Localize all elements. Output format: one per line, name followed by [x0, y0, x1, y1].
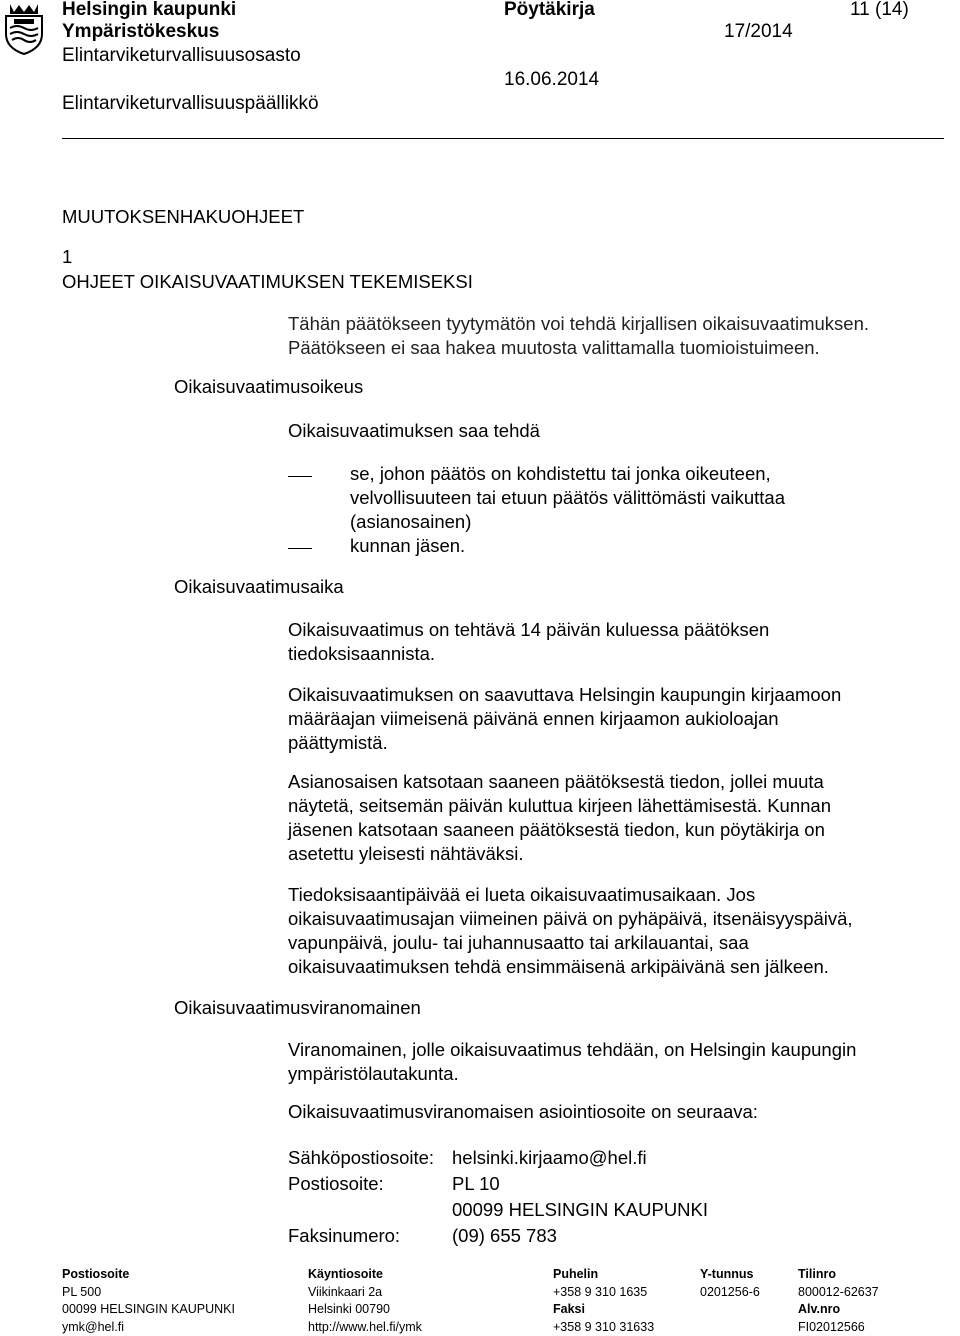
aika-paragraph: Asianosaisen katsotaan saaneen päätöksestä tiedon, jollei muuta näytetä, seitsemän päivän kuluttua kirjeen lähettämisestä. Kunnan jäsenen katsotaan saaneen päätöksestä tiedon, kun pöytäkirja on asetettu yleisesti nähtäväksi. [288, 770, 928, 866]
footer-tilinro: Tilinro 800012-62637 Alv.nro FI02012566 [798, 1266, 879, 1336]
signer-title: Elintarviketurvallisuuspäällikkö [62, 92, 319, 116]
post-box: PL 10 [452, 1172, 500, 1196]
aika-paragraph: Oikaisuvaatimus on tehtävä 14 päivän kuluessa päätöksen tiedoksisaannista. [288, 618, 928, 666]
bullet-item: se, johon päätös on kohdistettu tai jonka oikeuteen, velvollisuuteen tai etuun päätös välittömästi vaikuttaa (asianosainen) [350, 462, 910, 534]
footer-kayntiosoite: Käyntiosoite Viikinkaari 2a Helsinki 00790 http://www.hel.fi/ymk [308, 1266, 422, 1336]
fax-label: Faksinumero: [288, 1224, 400, 1248]
heading-aika: Oikaisuvaatimusaika [174, 575, 344, 599]
heading-oikeus: Oikaisuvaatimusoikeus [174, 375, 363, 399]
section-title: OHJEET OIKAISUVAATIMUKSEN TEKEMISEKSI [62, 270, 473, 294]
doc-type: Pöytäkirja [504, 0, 595, 22]
post-label: Postiosoite: [288, 1172, 384, 1196]
bullet-dash [288, 476, 312, 477]
doc-number: 17/2014 [724, 20, 793, 44]
section-number: 1 [62, 245, 72, 269]
oikeus-lead: Oikaisuvaatimuksen saa tehdä [288, 419, 540, 443]
post-city: 00099 HELSINGIN KAUPUNKI [452, 1198, 708, 1222]
header-divider [62, 138, 944, 139]
aika-paragraph: Oikaisuvaatimuksen on saavuttava Helsingin kaupungin kirjaamoon määräajan viimeisenä päivänä ennen kirjaamon aukioloajan päättymistä. [288, 683, 928, 755]
footer-ytunnus: Y-tunnus 0201256-6 [700, 1266, 760, 1301]
footer-email-link[interactable]: ymk@hel.fi [62, 1319, 235, 1336]
viranomainen-paragraph: Oikaisuvaatimusviranomaisen asiointiosoite on seuraava: [288, 1100, 928, 1124]
email-label: Sähköpostiosoite: [288, 1146, 434, 1170]
bullet-item: kunnan jäsen. [350, 534, 910, 558]
bullet-dash [288, 548, 312, 549]
fax-number: (09) 655 783 [452, 1224, 557, 1248]
aika-paragraph: Tiedoksisaantipäivää ei lueta oikaisuvaatimusaikaan. Jos oikaisuvaatimusajan viimeinen päivä on pyhäpäivä, itsenäisyyspäivä, vapunpäivä, joulu- tai juhannusaatto tai arkilauantai, saa oikaisuvaatimuksen tehdä ensimmäisenä arkipäivänä sen jälkeen. [288, 883, 928, 979]
unit-name: Elintarviketurvallisuusosasto [62, 44, 301, 68]
intro-paragraph: Tähän päätökseen tyytymätön voi tehdä kirjallisen oikaisuvaatimuksen. Päätökseen ei saa hakea muutosta valittamalla tuomioistuimeen. [288, 312, 928, 360]
heading-viranomainen: Oikaisuvaatimusviranomainen [174, 996, 421, 1020]
page-title: MUUTOKSENHAKUOHJEET [62, 205, 304, 229]
footer-puhelin: Puhelin +358 9 310 1635 Faksi +358 9 310 31633 [553, 1266, 654, 1336]
helsinki-crest-logo [2, 2, 46, 56]
page-number: 11 (14) [850, 0, 909, 22]
footer-web-link[interactable]: http://www.hel.fi/ymk [308, 1319, 422, 1336]
viranomainen-paragraph: Viranomainen, jolle oikaisuvaatimus tehdään, on Helsingin kaupungin ympäristölautakunta. [288, 1038, 928, 1086]
doc-date: 16.06.2014 [504, 68, 599, 92]
department-name: Ympäristökeskus [62, 20, 219, 44]
org-name: Helsingin kaupunki [62, 0, 236, 22]
email-address[interactable]: helsinki.kirjaamo@hel.fi [452, 1146, 647, 1170]
footer-postiosoite: Postiosoite PL 500 00099 HELSINGIN KAUPUNKI ymk@hel.fi [62, 1266, 235, 1336]
